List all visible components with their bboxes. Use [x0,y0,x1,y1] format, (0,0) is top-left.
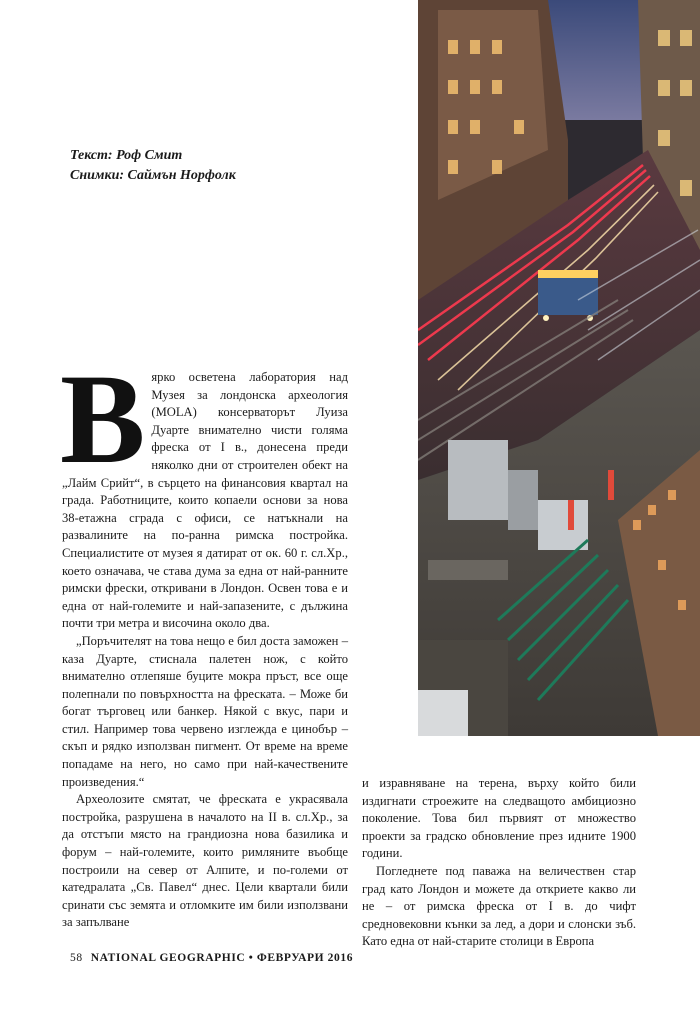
paragraph-1-text: ярко осветена лаборатория над Музея за лондонска археология (MOLA) консерваторът Луиза Дуарте внимателно чисти голяма фреска от I в., донесена преди няколко дни от строителен обект на „Лайм Срийт“, в сърцето на финансовия квартал на града. Работниците, които копаели основи за нова 38-етажна сграда с офиси, се натъкнали на развалините на по-ранна римска постройка. Специалистите от музея я датират от ок. 60 г. сл.Хр., което означава, че става дума за една от най-ранните римски фрески, откривани в Лондон. Освен това е и една от най-големите и най-запазените, с дължина почти три метра и височина около два. [62,370,348,631]
photo-illustration [418,0,700,736]
drop-cap: В [60,348,146,490]
page-footer [70,952,353,964]
london-street-construction-photo [418,0,700,736]
article-column-left [60,348,348,932]
paragraph-1 [60,348,348,633]
paragraph-2: „Поръчителят на това нещо е бил доста заможен – каза Дуарте, стиснала палетен нож, с който внимателно отлепяше буците мокра пръст, все още полепнали по повърхността на фреската. – Може би богат търговец или банкер. Някой с вкус, пари и стил. Например това червено изглежда е цинобър – скъп и рядко използван пигмент. От време на време попадаме на него, но само при най-качествените произведения.“ [62,633,348,789]
author-credit: Текст: Роф Смит [70,148,183,163]
paragraph-5: Погледнете под паважа на величествен стар град като Лондон и можете да откриете какво ли не – от римска фреска от I в. до чифт средновековни кънки за лед, а дори и слонски зъб. Като една от най-старите столици в Европа [362,863,636,949]
paragraph-3: Археолозите смятат, че фреската е украсявала постройка, разрушена в началото на II в. сл.Хр., за да отстъпи място на грандиозна нова базилика и форум – най-големите, които римляните въобще построили на север от Алпите, и по-големи от катедралата „Св. Павел“ днес. Цели квартали били сринати със земята и отломките им били използвани за запълване [62,792,348,930]
photo-credit: Снимки: Саймън Норфолк [70,168,236,183]
magazine-issue: NATIONAL GEOGRAPHIC • ФЕВРУАРИ 2016 [90,952,354,964]
article-credits [70,146,236,186]
article-column-right [362,775,636,951]
paragraph-4: и изравняване на терена, върху който били издигнати строежите на следващото амбициозно поколение. Това бил първият от множество проекти за градско обновление през идните 1900 години. [362,776,636,861]
page-number: 58 [70,952,83,964]
